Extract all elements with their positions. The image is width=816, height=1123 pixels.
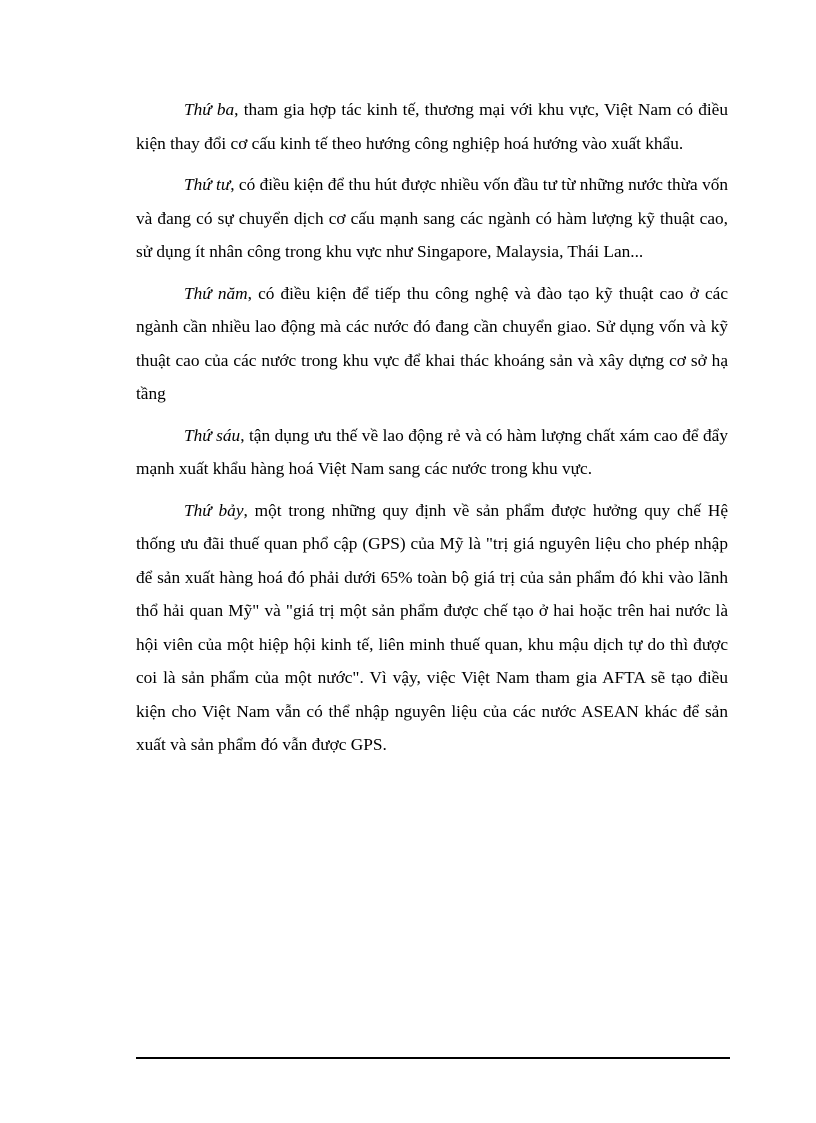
paragraph-thu-bay <box>136 494 728 762</box>
paragraph-text: , tham gia hợp tác kinh tế, thương mại với khu vực, Việt Nam có điều kiện thay đổi cơ cấu kinh tế theo hướng công nghiệp hoá hướng vào xuất khẩu. <box>136 100 728 153</box>
paragraph-thu-ba <box>136 93 728 160</box>
paragraph-lead: Thứ tư <box>184 175 231 194</box>
paragraph-text: , một trong những quy định về sản phẩm được hưởng quy chế Hệ thống ưu đãi thuế quan phổ cập (GPS) của Mỹ là "trị giá nguyên liệu cho phép nhập để sản xuất hàng hoá đó phải dưới 65% toàn bộ giá trị của sản phẩm đó khi vào lãnh thổ hải quan Mỹ" và "giá trị một sản phẩm được chế tạo ở hai hoặc trên hai nước là hội viên của một hiệp hội kinh tế, liên minh thuế quan, khu mậu dịch tự do thì được coi là sản phẩm của một nước". Vì vậy, việc Việt Nam tham gia AFTA sẽ tạo điều kiện cho Việt Nam vẫn có thể nhập nguyên liệu của các nước ASEAN khác để sản xuất và sản phẩm đó vẫn được GPS. <box>136 500 728 754</box>
paragraph-text: , có điều kiện để tiếp thu công nghệ và đào tạo kỹ thuật cao ở các ngành cần nhiều lao động mà các nước đó đang cần chuyển giao. Sử dụng vốn và kỹ thuật cao của các nước trong khu vực để khai thác khoáng sản và xây dựng cơ sở hạ tầng <box>136 283 728 403</box>
paragraph-lead: Thứ bảy <box>184 500 244 520</box>
paragraph-text: , có điều kiện để thu hút được nhiều vốn đầu tư từ những nước thừa vốn và đang có sự chuyển dịch cơ cấu mạnh sang các ngành có hàm lượng kỹ thuật cao, sử dụng ít nhân công trong khu vực như Singapore, Malaysia, Thái Lan... <box>136 175 728 261</box>
paragraph-text: , tận dụng ưu thế về lao động rẻ và có hàm lượng chất xám cao để đẩy mạnh xuất khẩu hàng hoá Việt Nam sang các nước trong khu vực. <box>136 425 728 478</box>
paragraph-lead: Thứ năm <box>184 283 248 303</box>
footer-rule <box>136 1057 730 1059</box>
document-body <box>136 93 728 770</box>
paragraph-thu-sau <box>136 419 728 486</box>
paragraph-thu-tu <box>136 168 728 269</box>
paragraph-lead: Thứ sáu <box>184 425 241 445</box>
paragraph-lead: Thứ ba <box>184 100 235 119</box>
paragraph-thu-nam <box>136 277 728 411</box>
